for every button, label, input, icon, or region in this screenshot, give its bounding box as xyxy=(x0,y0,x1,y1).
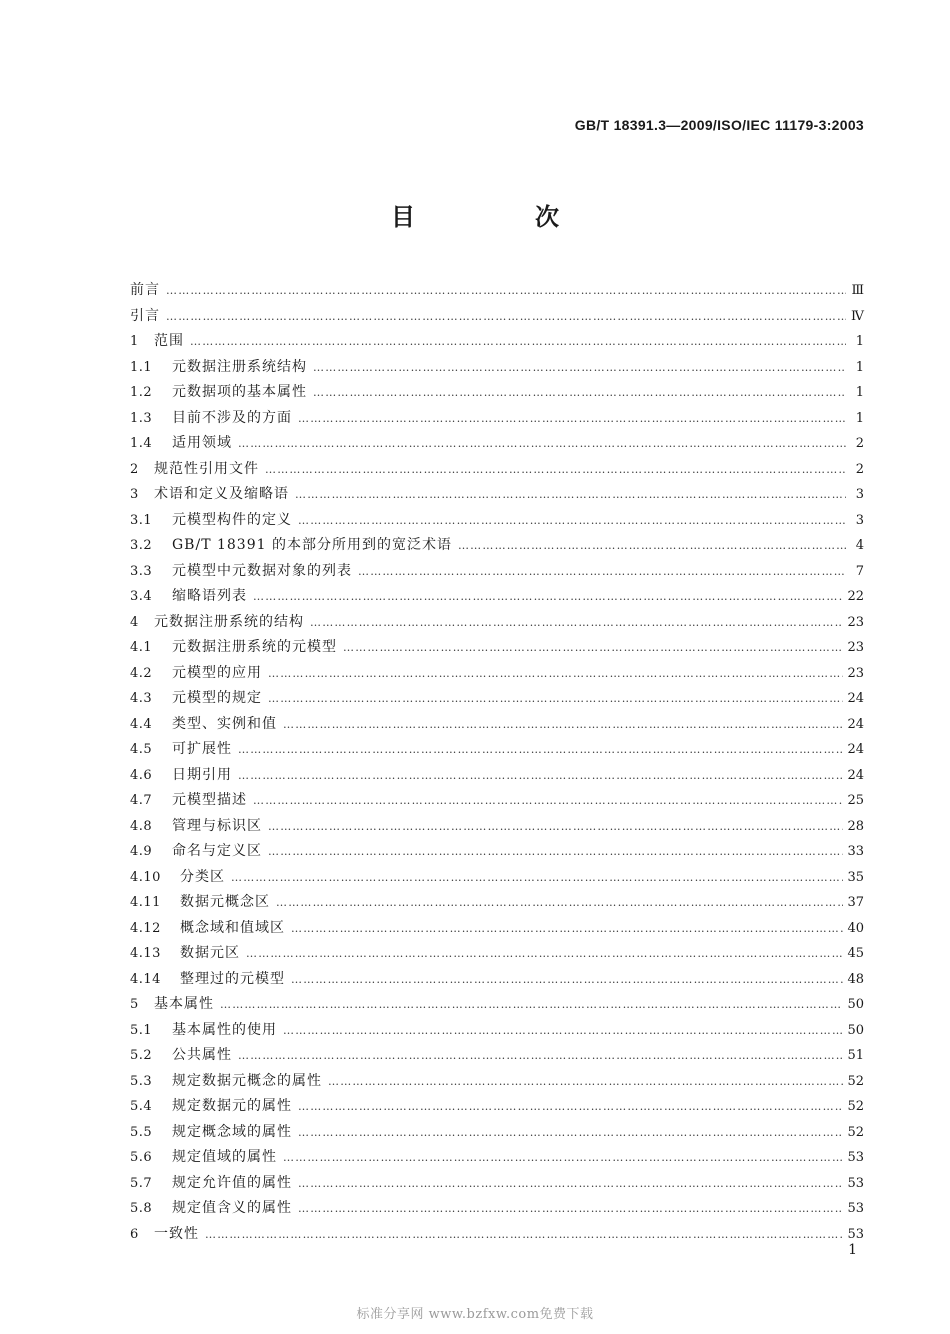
toc-entry-title: 前言 xyxy=(130,282,160,298)
toc-entry-page: 2 xyxy=(855,436,864,451)
toc-entry-title: 规定数据元的属性 xyxy=(172,1098,292,1114)
toc-dot-leader xyxy=(268,814,843,840)
toc-entry-title: 元模型中元数据对象的列表 xyxy=(172,562,352,579)
toc-entry-page: 53 xyxy=(847,1175,864,1191)
toc-entry-number: 4.3 xyxy=(130,691,153,706)
toc-entry-number: 4.8 xyxy=(130,818,153,834)
toc-entry-page: 53 xyxy=(847,1226,864,1242)
toc-dot-leader xyxy=(253,584,843,610)
toc-dot-leader xyxy=(298,1171,843,1197)
toc-entry[interactable] xyxy=(130,380,864,406)
toc-entry-page: 2 xyxy=(855,461,864,477)
toc-entry-title: 规定概念域的属性 xyxy=(172,1123,292,1140)
toc-entry[interactable] xyxy=(130,355,864,381)
table-of-contents xyxy=(130,278,864,1247)
toc-entry-title: 整理过的元模型 xyxy=(180,970,285,987)
toc-dot-leader xyxy=(343,635,843,661)
toc-entry[interactable] xyxy=(130,1196,864,1222)
toc-entry[interactable] xyxy=(130,1018,864,1044)
toc-dot-leader xyxy=(313,355,846,381)
toc-entry-number: 5.8 xyxy=(130,1201,153,1216)
toc-entry[interactable] xyxy=(130,1043,864,1069)
toc-dot-leader xyxy=(313,380,846,406)
toc-entry[interactable] xyxy=(130,1120,864,1146)
toc-entry-number: 6 xyxy=(130,1226,139,1242)
toc-entry-title: 元模型描述 xyxy=(172,792,247,808)
document-code: GB/T 18391.3—2009/ISO/IEC 11179-3:2003 xyxy=(574,117,864,133)
toc-entry[interactable] xyxy=(130,992,864,1018)
toc-dot-leader xyxy=(238,737,843,763)
toc-entry-page: 23 xyxy=(847,640,864,655)
toc-entry[interactable] xyxy=(130,584,864,610)
toc-entry-number: 1.4 xyxy=(130,436,153,451)
toc-entry-title: 管理与标识区 xyxy=(172,817,262,834)
toc-entry-title: 命名与定义区 xyxy=(172,843,262,859)
toc-dot-leader xyxy=(246,941,843,967)
toc-entry-page: 3 xyxy=(855,487,864,502)
toc-entry-number: 1 xyxy=(130,334,139,349)
toc-entry-number: 5.4 xyxy=(130,1099,153,1114)
toc-dot-leader xyxy=(253,788,843,814)
toc-entry-title: 元模型构件的定义 xyxy=(172,511,292,528)
toc-dot-leader xyxy=(358,559,846,585)
toc-entry-title: 公共属性 xyxy=(172,1047,232,1063)
toc-entry-title: 基本属性 xyxy=(154,996,214,1012)
toc-entry-number: 3.3 xyxy=(130,563,153,579)
toc-entry-title: 可扩展性 xyxy=(172,741,232,757)
toc-dot-leader xyxy=(276,890,843,916)
toc-entry[interactable] xyxy=(130,304,864,330)
toc-entry-number: 1.3 xyxy=(130,410,153,426)
toc-entry-title: 规定允许值的属性 xyxy=(172,1174,292,1191)
toc-entry-title: 元模型的规定 xyxy=(172,690,262,706)
toc-entry[interactable] xyxy=(130,865,864,891)
toc-entry-number: 1.1 xyxy=(130,359,153,375)
toc-entry-number: 4.13 xyxy=(130,946,161,961)
toc-entry[interactable] xyxy=(130,712,864,738)
toc-entry-title: 元数据项的基本属性 xyxy=(172,384,307,400)
toc-entry[interactable] xyxy=(130,1094,864,1120)
toc-entry-title: GB/T 18391 的本部分所用到的宽泛术语 xyxy=(172,537,452,553)
toc-dot-leader xyxy=(283,712,843,738)
toc-entry-page: 50 xyxy=(847,1022,864,1038)
toc-entry-number: 3.4 xyxy=(130,589,153,604)
toc-entry-page: 4 xyxy=(855,538,864,553)
toc-entry-title: 范围 xyxy=(154,333,184,349)
toc-dot-leader xyxy=(238,763,843,789)
toc-entry-page: 35 xyxy=(847,869,864,885)
toc-entry[interactable] xyxy=(130,763,864,789)
toc-entry-number: 5.7 xyxy=(130,1175,153,1191)
watermark: 标准分享网 www.bzfxw.com免费下载 xyxy=(356,1307,594,1322)
toc-entry[interactable] xyxy=(130,1145,864,1171)
toc-entry-title: 概念域和值域区 xyxy=(180,919,285,936)
toc-entry-number: 2 xyxy=(130,461,139,477)
toc-entry-title: 类型、实例和值 xyxy=(172,715,277,732)
toc-entry[interactable] xyxy=(130,839,864,865)
toc-entry-page: Ⅲ xyxy=(851,283,864,298)
toc-dot-leader xyxy=(283,1145,843,1171)
toc-entry-number: 4.6 xyxy=(130,767,153,783)
toc-entry-number: 5.1 xyxy=(130,1022,153,1038)
toc-dot-leader xyxy=(220,992,843,1018)
toc-entry-page: 51 xyxy=(847,1048,864,1063)
toc-entry-title: 元数据注册系统结构 xyxy=(172,358,307,375)
toc-entry[interactable] xyxy=(130,457,864,483)
toc-dot-leader xyxy=(268,661,843,687)
toc-entry-page: 52 xyxy=(847,1099,864,1114)
toc-entry-number: 4.14 xyxy=(130,971,161,987)
toc-entry[interactable] xyxy=(130,737,864,763)
toc-entry[interactable] xyxy=(130,890,864,916)
toc-entry-title: 分类区 xyxy=(180,868,225,885)
toc-entry-number: 5.2 xyxy=(130,1048,153,1063)
toc-entry-page: 3 xyxy=(855,512,864,528)
toc-entry[interactable] xyxy=(130,941,864,967)
toc-entry-title: 数据元区 xyxy=(180,945,240,961)
toc-entry-title: 引言 xyxy=(130,307,160,324)
toc-entry-page: 1 xyxy=(855,410,864,426)
toc-dot-leader xyxy=(298,1196,843,1222)
toc-entry-number: 4 xyxy=(130,614,139,630)
toc-entry-title: 适用领域 xyxy=(172,435,232,451)
toc-entry-page: 53 xyxy=(847,1150,864,1165)
toc-dot-leader xyxy=(458,533,846,559)
toc-dot-leader xyxy=(268,686,843,712)
toc-entry-page: 52 xyxy=(847,1073,864,1089)
toc-entry[interactable] xyxy=(130,533,864,559)
toc-entry-page: 23 xyxy=(847,665,864,681)
toc-entry-title: 规范性引用文件 xyxy=(154,460,259,477)
toc-entry-title: 规定数据元概念的属性 xyxy=(172,1072,322,1089)
toc-entry-title: 术语和定义及缩略语 xyxy=(154,486,289,502)
toc-dot-leader xyxy=(298,406,846,432)
toc-entry-title: 元数据注册系统的元模型 xyxy=(172,639,337,655)
toc-entry-number: 4.9 xyxy=(130,844,153,859)
toc-entry[interactable] xyxy=(130,916,864,942)
toc-entry-page: 40 xyxy=(847,920,864,936)
toc-entry-page: 53 xyxy=(847,1201,864,1216)
toc-entry-page: 1 xyxy=(855,385,864,400)
toc-entry-title: 数据元概念区 xyxy=(180,894,270,910)
toc-entry[interactable] xyxy=(130,788,864,814)
toc-dot-leader xyxy=(291,916,843,942)
toc-entry-page: 7 xyxy=(855,563,864,579)
toc-entry-page: 33 xyxy=(847,844,864,859)
toc-entry[interactable] xyxy=(130,406,864,432)
toc-entry[interactable] xyxy=(130,278,864,304)
toc-entry-page: 28 xyxy=(847,818,864,834)
toc-entry-page: 52 xyxy=(847,1124,864,1140)
toc-entry[interactable] xyxy=(130,967,864,993)
toc-dot-leader xyxy=(298,1120,843,1146)
toc-dot-leader xyxy=(298,508,846,534)
toc-entry[interactable] xyxy=(130,610,864,636)
toc-entry-page: 24 xyxy=(847,767,864,783)
toc-dot-leader xyxy=(166,278,846,304)
toc-entry[interactable] xyxy=(130,1222,864,1248)
toc-entry[interactable] xyxy=(130,482,864,508)
toc-entry-number: 4.1 xyxy=(130,640,153,655)
toc-entry[interactable] xyxy=(130,661,864,687)
toc-dot-leader xyxy=(268,839,843,865)
toc-entry-page: 1 xyxy=(855,359,864,375)
toc-dot-leader xyxy=(283,1018,843,1044)
toc-dot-leader xyxy=(265,457,846,483)
toc-entry-page: 48 xyxy=(847,971,864,987)
toc-entry-number: 3.2 xyxy=(130,538,153,553)
toc-dot-leader xyxy=(238,1043,843,1069)
toc-entry[interactable] xyxy=(130,559,864,585)
toc-entry-number: 3 xyxy=(130,487,139,502)
toc-entry-number: 4.11 xyxy=(130,895,161,910)
toc-entry-number: 5.6 xyxy=(130,1150,153,1165)
toc-entry-page: 22 xyxy=(847,589,864,604)
toc-entry-title: 日期引用 xyxy=(172,766,232,783)
toc-entry-number: 5 xyxy=(130,997,139,1012)
page-number: 1 xyxy=(848,1242,857,1258)
toc-entry[interactable] xyxy=(130,1069,864,1095)
toc-entry-page: 45 xyxy=(847,946,864,961)
toc-dot-leader xyxy=(205,1222,843,1248)
toc-entry-number: 4.2 xyxy=(130,665,153,681)
toc-entry-number: 5.5 xyxy=(130,1124,153,1140)
toc-dot-leader xyxy=(238,431,846,457)
toc-entry-page: 1 xyxy=(855,334,864,349)
toc-entry-title: 元模型的应用 xyxy=(172,664,262,681)
toc-dot-leader xyxy=(291,967,843,993)
toc-dot-leader xyxy=(190,329,846,355)
toc-entry-number: 4.7 xyxy=(130,793,153,808)
toc-dot-leader xyxy=(295,482,846,508)
toc-entry[interactable] xyxy=(130,814,864,840)
toc-dot-leader xyxy=(310,610,843,636)
page-title: 目 次 xyxy=(391,203,607,231)
toc-dot-leader xyxy=(231,865,843,891)
toc-entry-title: 规定值含义的属性 xyxy=(172,1200,292,1216)
toc-entry-number: 1.2 xyxy=(130,385,153,400)
toc-entry-title: 一致性 xyxy=(154,1225,199,1242)
toc-entry[interactable] xyxy=(130,508,864,534)
toc-entry-page: 25 xyxy=(847,793,864,808)
toc-entry[interactable] xyxy=(130,1171,864,1197)
toc-entry-number: 4.4 xyxy=(130,716,153,732)
toc-entry-number: 4.5 xyxy=(130,742,153,757)
toc-entry[interactable] xyxy=(130,686,864,712)
toc-entry-title: 基本属性的使用 xyxy=(172,1021,277,1038)
toc-entry-title: 缩略语列表 xyxy=(172,588,247,604)
toc-entry-number: 4.12 xyxy=(130,920,161,936)
toc-entry-page: 24 xyxy=(847,742,864,757)
toc-entry-page: 24 xyxy=(847,716,864,732)
toc-entry-title: 元数据注册系统的结构 xyxy=(154,613,304,630)
toc-entry-page: 37 xyxy=(847,895,864,910)
toc-entry[interactable] xyxy=(130,431,864,457)
toc-entry[interactable] xyxy=(130,635,864,661)
toc-entry-page: 24 xyxy=(847,691,864,706)
toc-dot-leader xyxy=(298,1094,843,1120)
toc-entry[interactable] xyxy=(130,329,864,355)
toc-entry-page: 50 xyxy=(847,997,864,1012)
toc-entry-page: 23 xyxy=(847,614,864,630)
toc-entry-title: 目前不涉及的方面 xyxy=(172,409,292,426)
toc-entry-page: Ⅳ xyxy=(851,308,864,324)
toc-entry-number: 4.10 xyxy=(130,869,161,885)
toc-entry-number: 3.1 xyxy=(130,512,153,528)
toc-entry-number: 5.3 xyxy=(130,1073,153,1089)
toc-entry-title: 规定值域的属性 xyxy=(172,1149,277,1165)
toc-dot-leader xyxy=(328,1069,843,1095)
toc-dot-leader xyxy=(166,304,846,330)
